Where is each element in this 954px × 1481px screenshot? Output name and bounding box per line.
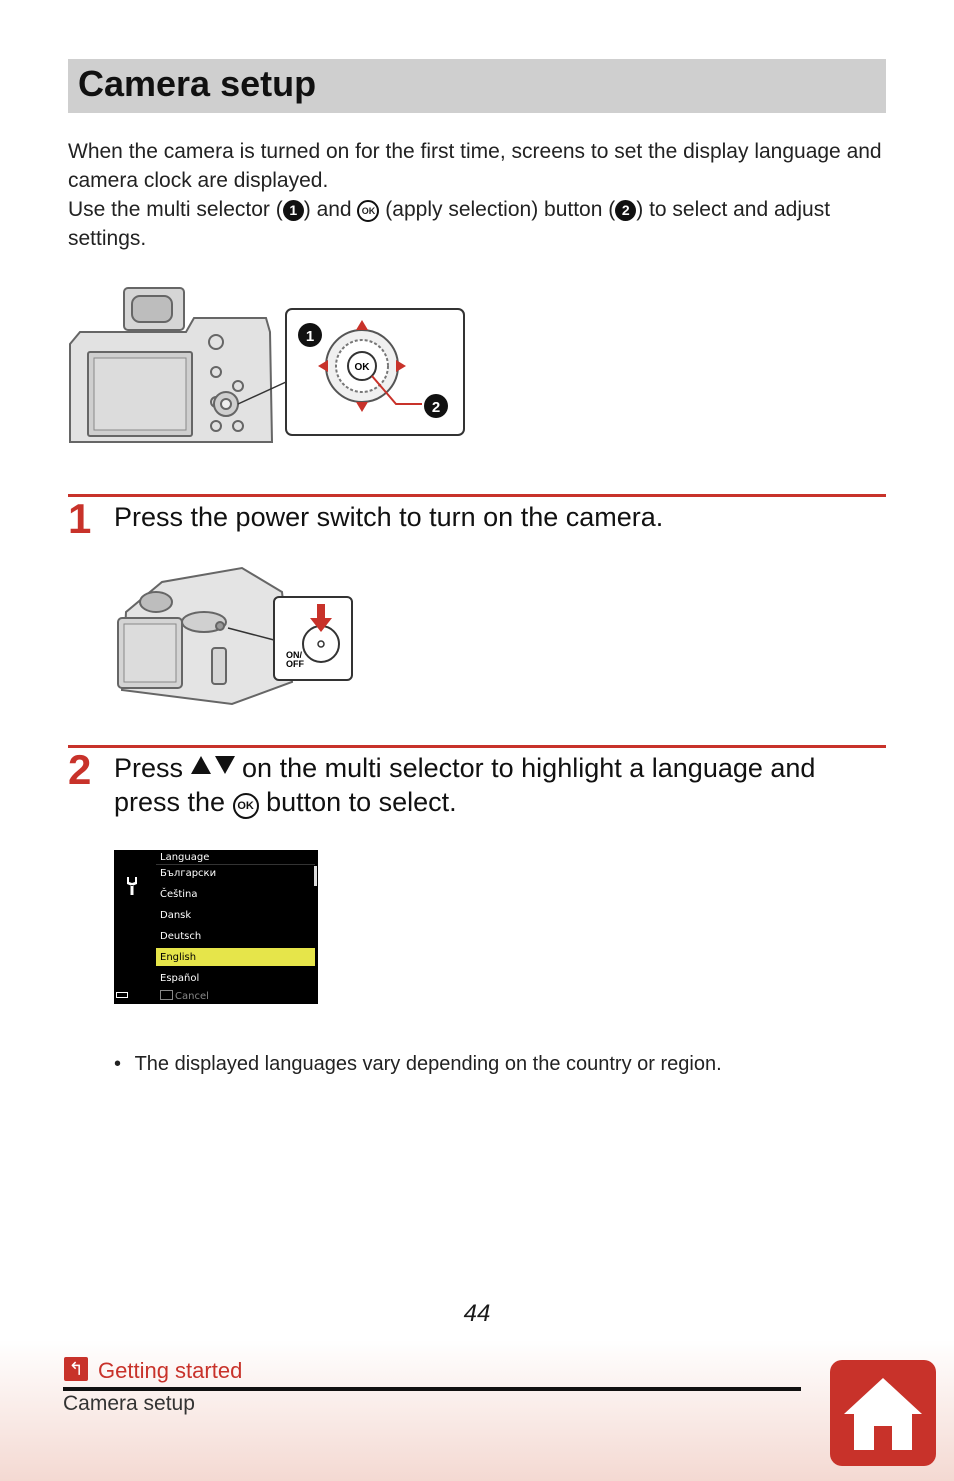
footer-rule <box>63 1387 801 1391</box>
note-text: The displayed languages vary depending on the country or region. <box>134 1053 722 1075</box>
step-2-rule <box>68 745 886 748</box>
lcd-scrollbar <box>314 866 317 886</box>
ok-button-icon: OK <box>357 200 379 222</box>
language-item-selected[interactable]: English <box>160 952 197 963</box>
on-off-label-2: OFF <box>286 659 304 669</box>
section-link[interactable]: Getting started <box>98 1358 243 1383</box>
intro-paragraph-2: Use the multi selector ( 1 ) and OK (apply selection) button ( 2 ) to select and adjust settings. <box>68 198 831 250</box>
step-1-text: Press the power switch to turn on the camera. <box>114 502 664 532</box>
language-item[interactable]: Čeština <box>160 889 198 900</box>
note <box>114 1053 722 1076</box>
page-title: Camera setup <box>78 63 317 104</box>
intro-text <box>68 137 888 253</box>
ok-button-icon: OK <box>233 793 259 819</box>
camera-back-figure <box>66 282 468 448</box>
bullet: • <box>114 1053 122 1075</box>
footer-subsection: Camera setup <box>63 1392 195 1415</box>
home-button[interactable] <box>830 1360 936 1466</box>
menu-button-icon <box>160 990 173 1000</box>
camera-back-illustration <box>70 288 272 442</box>
language-item[interactable]: Deutsch <box>160 931 202 942</box>
callout-1-label: 1 <box>305 328 315 345</box>
battery-icon <box>116 992 128 998</box>
step-2-text: Press on the multi selector to highlight a language and press the OK button to select. <box>114 753 816 817</box>
intro-paragraph-1: When the camera is turned on for the first time, screens to set the display language and camera clock are displayed. <box>68 140 882 192</box>
on-off-label-1: ON/ <box>286 650 303 660</box>
language-item[interactable]: Español <box>160 973 200 984</box>
language-menu-screen <box>114 850 318 1004</box>
back-icon[interactable]: ↰ <box>64 1357 88 1381</box>
camera-top-illustration <box>118 568 292 704</box>
page-number: 44 <box>463 1300 491 1327</box>
step-1-number: 1 <box>68 495 92 542</box>
lcd-header: Language <box>160 852 210 863</box>
callout-1-icon: 1 <box>283 200 304 221</box>
wrench-icon <box>124 876 140 896</box>
step-1-rule <box>68 494 886 497</box>
up-triangle-icon <box>191 756 211 774</box>
callout-2-label: 2 <box>431 399 441 416</box>
ok-label: OK <box>354 362 370 373</box>
step-2-number: 2 <box>68 746 92 793</box>
callout-2-icon: 2 <box>615 200 636 221</box>
power-switch-figure <box>112 562 356 710</box>
home-icon <box>830 1360 936 1466</box>
down-triangle-icon <box>215 756 235 774</box>
lcd-cancel: Cancel <box>160 990 209 1002</box>
language-item[interactable]: Dansk <box>160 910 192 921</box>
language-item[interactable]: Български <box>160 868 217 879</box>
